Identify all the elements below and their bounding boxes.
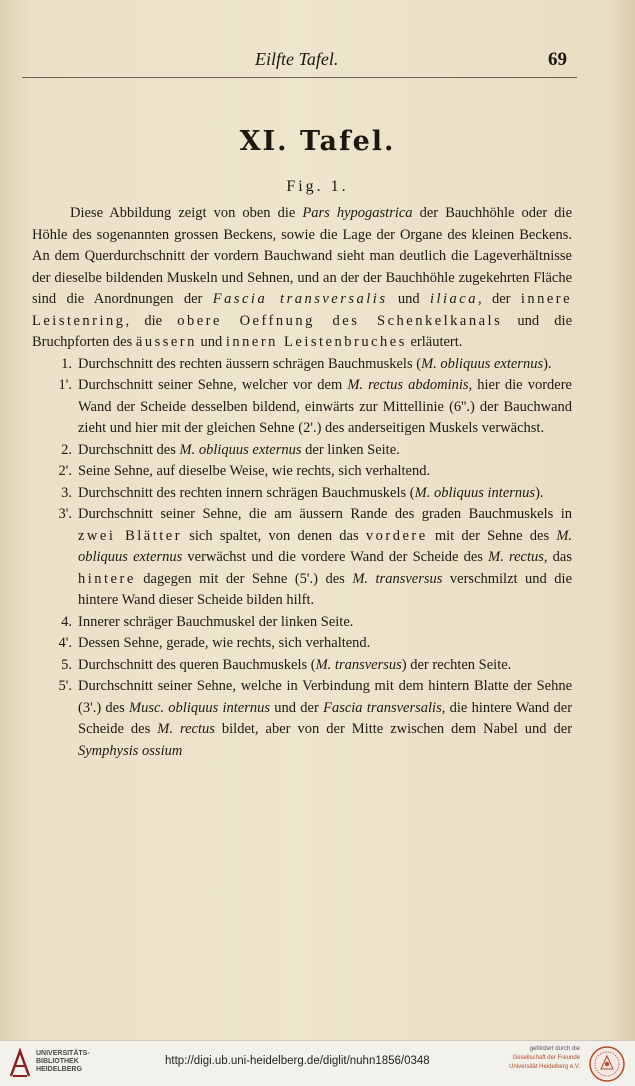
funding-line: Gesellschaft der Freunde [512, 1055, 580, 1061]
entry-text: , das [543, 549, 572, 565]
entry-text: , die hintere Wand der Scheide des [78, 699, 573, 737]
entry-text: ). [543, 355, 552, 372]
funding-note [470, 1045, 580, 1072]
entry-text: ). [535, 484, 544, 501]
funding-line: Universität Heidelberg e.V. [509, 1064, 580, 1070]
intro-text: Diese Abbildung zeigt von oben die [70, 205, 296, 221]
entry-number: 1. [61, 355, 72, 372]
entry-number: 3'. [58, 506, 72, 522]
library-name [36, 1050, 90, 1074]
entry-term: M. obliquus externus [78, 527, 573, 565]
entry-text: verschmilzt und die hintere Wand dieser Scheide bilden hilft. [78, 570, 573, 608]
entry-text: der linken Seite. [305, 441, 400, 458]
entry-text: Dessen Sehne, gerade, wie rechts, sich verhaltend. [78, 635, 371, 651]
funding-line: gefördert durch die [529, 1046, 580, 1052]
entry-text: Durchschnitt seiner Sehne, die am äussern Rande des graden Bauchmuskels in [78, 506, 572, 522]
entry-number: 2. [61, 441, 72, 458]
entry-text: bildet, aber von der Mitte zwischen dem Nabel und der [221, 721, 573, 737]
entry-term: M. rectus abdominis [347, 377, 469, 393]
intro-text: der Bauchhöhle oder die Höhle des sogenannten grossen Beckens, sowie die Lage der Organe des kleinen Beckens. An dem Querdurchschnitt der vordern Bauchwand sieht man deutlich die Lageverhältnisse der dieselbe bildenden Muskeln und Sehnen, und an der der Bauchhöhle zugekehrten Fläche sind die Anordnungen der [32, 205, 573, 307]
entry-term: Symphysis ossium [78, 742, 183, 759]
entry-text: dagegen mit der Sehne (5'.) des [143, 570, 345, 587]
library-name-line: BIBLIOTHEK [36, 1058, 79, 1065]
university-seal-icon [588, 1045, 626, 1083]
entry-4-prime [32, 633, 572, 655]
entry-number: 4'. [58, 635, 72, 651]
entry-number: 4. [61, 613, 72, 630]
figure-label: Fig. 1. [286, 178, 349, 195]
intro-spaced: obere Oeffnung des Schenkelkanals [177, 312, 503, 329]
page-number: 69 [548, 49, 567, 70]
entry-2-prime [32, 461, 572, 483]
entry-text: Durchschnitt seiner Sehne, welcher vor dem [78, 377, 343, 393]
intro-text: , die [125, 312, 163, 329]
intro-text: erläutert. [410, 334, 463, 350]
entry-spaced: zwei Blätter [78, 527, 183, 544]
intro-text: , der [477, 291, 511, 307]
entry-text: Durchschnitt des [78, 441, 176, 458]
permalink-url[interactable]: http://digi.ub.uni-heidelberg.de/diglit/nuhn1856/0348 [165, 1055, 430, 1067]
entry-text: Durchschnitt seiner Sehne, welche in Verbindung mit dem hintern Blatte der Sehne (3'.) des [78, 678, 572, 716]
entry-term: Fascia transversalis [323, 699, 442, 716]
entry-number: 5. [61, 656, 72, 673]
running-title: Eilfte Tafel. [255, 49, 339, 69]
intro-spaced: innere Leistenring [32, 291, 573, 329]
entry-5 [32, 655, 572, 677]
entry-term: M. obliquus externus [421, 355, 544, 372]
entry-3 [32, 483, 572, 505]
entry-text: und der [274, 699, 319, 716]
entry-text: Durchschnitt des rechten äussern schrägen Bauchmuskels ( [78, 355, 422, 372]
intro-term: Fascia transversalis [212, 291, 388, 307]
plate-title: XI. Tafel. [239, 126, 396, 157]
entry-spaced: hintere [78, 570, 136, 587]
body-text [32, 203, 572, 762]
entry-text: verwächst und die vordere Wand der Scheide des [187, 549, 483, 565]
entry-text: ) der rechten Seite. [401, 656, 512, 673]
entry-text: Seine Sehne, auf dieselbe Weise, wie rechts, sich verhaltend. [78, 463, 431, 479]
entry-4 [32, 612, 572, 634]
library-logo-icon [8, 1048, 32, 1078]
entry-spaced: vordere [365, 527, 428, 544]
entry-term: Musc. obliquus internus [129, 699, 271, 716]
entry-text: Durchschnitt des rechten innern schrägen Bauchmuskels ( [78, 484, 415, 501]
header-rule [22, 77, 577, 78]
intro-term: Pars hypogastrica [302, 205, 413, 221]
entry-term: M. transversus [352, 570, 443, 587]
entry-term: M. rectus [488, 549, 544, 565]
intro-text: und die Bruchpforten des [32, 312, 573, 350]
entry-text: sich spaltet, von denen das [189, 527, 359, 544]
entry-number: 2'. [58, 463, 72, 479]
page-header [0, 45, 635, 75]
intro-spaced: äussern [135, 334, 197, 350]
library-name-line: HEIDELBERG [36, 1066, 82, 1073]
entry-term: M. obliquus internus [414, 484, 536, 501]
entry-number: 1'. [58, 377, 72, 393]
entry-2 [32, 440, 572, 462]
entry-1-prime [32, 375, 572, 440]
intro-text: und [200, 334, 223, 350]
entry-text: Durchschnitt des queren Bauchmuskels ( [78, 656, 316, 673]
intro-term: iliaca [429, 291, 478, 307]
entry-1 [32, 354, 572, 376]
entry-number: 5'. [58, 678, 72, 694]
viewer-footer [0, 1040, 635, 1086]
entry-term: M. transversus [315, 656, 402, 673]
intro-text: und [397, 291, 420, 307]
entry-term: M. obliquus externus [179, 441, 302, 458]
entry-number: 3. [61, 484, 72, 501]
intro-spaced: innern Leistenbruches [225, 334, 407, 350]
entry-text: Innerer schräger Bauchmuskel der linken Seite. [78, 613, 354, 630]
entry-text: , hier die vordere Wand der Scheide desselben bildend, einwärts zur Mittellinie (6''.) der Bauchwand zieht und hier mit der gleichen Sehne (2'.) des anderseitigen Muskels verwächst. [78, 377, 572, 436]
intro-paragraph [32, 203, 572, 354]
library-name-line: UNIVERSITÄTS- [36, 1050, 90, 1057]
entry-3-prime [32, 504, 572, 612]
entry-5-prime [32, 676, 572, 762]
entry-text: mit der Sehne des [434, 527, 550, 544]
entry-term: M. rectus [157, 721, 215, 737]
